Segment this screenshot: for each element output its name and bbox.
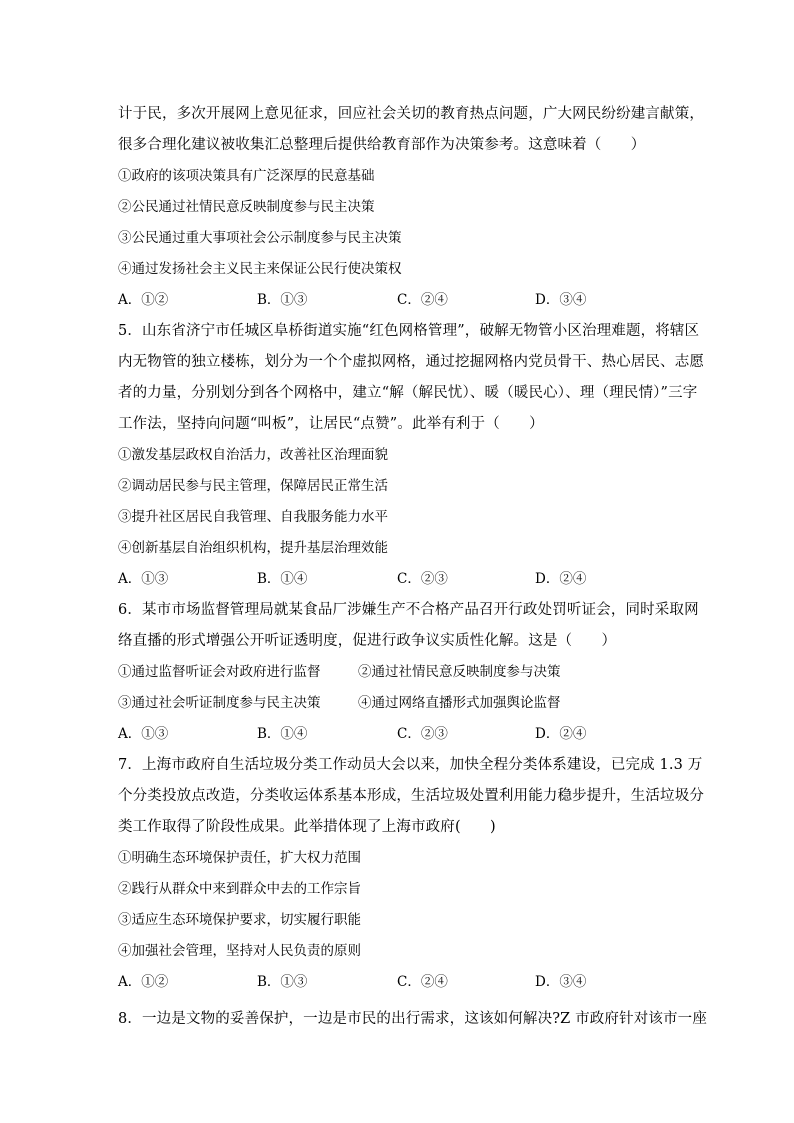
q7-item-3: ③适应生态环境保护要求，切实履行职能 (118, 912, 361, 928)
q5-option-b: B．①④ (257, 571, 308, 587)
q5-option-c: C．②③ (397, 571, 448, 587)
q6-option-a: A．①③ (118, 726, 169, 742)
q5-item-4: ④创新基层自治组织机构，提升基层治理效能 (118, 540, 388, 556)
q7-item-2: ②践行从群众中来到群众中去的工作宗旨 (118, 881, 361, 897)
q7-option-c: C．②④ (397, 974, 448, 990)
q7-stem-line-3: 类工作取得了阶段性成果。此举措体现了上海市政府( ) (118, 819, 496, 835)
q8-stem-line-1: 8．一边是文物的妥善保护，一边是市民的出行需求，这该如何解决?Z 市政府针对该市一座 (118, 1011, 707, 1027)
q6-stem-line-1: 6．某市市场监督管理局就某食品厂涉嫌生产不合格产品召开行政处罚听证会，同时采取网 (118, 602, 699, 618)
q5-option-a: A．①③ (118, 571, 169, 587)
q5-option-d: D．②④ (535, 571, 587, 587)
q6-item-1: ①通过监督听证会对政府进行监督 (118, 664, 321, 680)
q5-stem-line-2: 内无物管的独立楼栋，划分为一个个虚拟网格，通过挖掘网格内党员骨干、热心居民、志愿 (118, 354, 704, 370)
q4-option-b: B．①③ (257, 292, 308, 308)
q7-item-4: ④加强社会管理，坚持对人民负责的原则 (118, 943, 361, 959)
q7-item-1: ①明确生态环境保护责任，扩大权力范围 (118, 850, 361, 866)
q6-item-2: ②通过社情民意反映制度参与决策 (358, 664, 561, 680)
q6-item-4: ④通过网络直播形式加强舆论监督 (358, 695, 561, 711)
q5-item-3: ③提升社区居民自我管理、自我服务能力水平 (118, 509, 388, 525)
q7-option-d: D．③④ (535, 974, 587, 990)
q4-stem-line-2: 很多合理化建议被收集汇总整理后提供给教育部作为决策参考。这意味着（ ） (118, 137, 646, 153)
q5-stem-line-4: 工作法，坚持向问题“叫板”，让居民“点赞”。此举有利于（ ） (118, 416, 544, 432)
q4-item-1: ①政府的该项决策具有广泛深厚的民意基础 (118, 168, 375, 184)
q7-stem-line-1: 7．上海市政府自生活垃圾分类工作动员大会以来，加快全程分类体系建设，已完成 1.3 万 (118, 757, 703, 773)
q7-option-b: B．①③ (257, 974, 308, 990)
q6-option-b: B．①④ (257, 726, 308, 742)
q7-stem-line-2: 个分类投放点改造，分类收运体系基本形成，生活垃圾处置利用能力稳步提升，生活垃圾分 (118, 788, 704, 804)
q6-option-c: C．②③ (397, 726, 448, 742)
q5-item-2: ②调动居民参与民主管理，保障居民正常生活 (118, 478, 388, 494)
q6-item-3: ③通过社会听证制度参与民主决策 (118, 695, 321, 711)
q5-stem-line-1: 5．山东省济宁市任城区阜桥街道实施“红色网格管理”，破解无物管小区治理难题，将辖区 (118, 323, 700, 339)
q7-option-a: A．①② (118, 974, 169, 990)
q6-option-d: D．②④ (535, 726, 587, 742)
q6-stem-line-2: 络直播的形式增强公开听证透明度，促进行政争议实质性化解。这是（ ） (118, 633, 617, 649)
q4-option-c: C．②④ (397, 292, 448, 308)
q5-stem-line-3: 者的力量，分别划分到各个网格中，建立“解（解民忧）、暖（暖民心）、理（理民情）”三字 (118, 385, 698, 401)
q4-option-d: D．③④ (535, 292, 587, 308)
q4-stem-line-1: 计于民，多次开展网上意见征求，回应社会关切的教育热点问题，广大网民纷纷建言献策， (118, 106, 704, 122)
q4-item-4: ④通过发扬社会主义民主来保证公民行使决策权 (118, 261, 402, 277)
q5-item-1: ①激发基层政权自治活力，改善社区治理面貌 (118, 447, 388, 463)
q4-item-2: ②公民通过社情民意反映制度参与民主决策 (118, 199, 375, 215)
q4-option-a: A．①② (118, 292, 169, 308)
q4-item-3: ③公民通过重大事项社会公示制度参与民主决策 (118, 230, 402, 246)
